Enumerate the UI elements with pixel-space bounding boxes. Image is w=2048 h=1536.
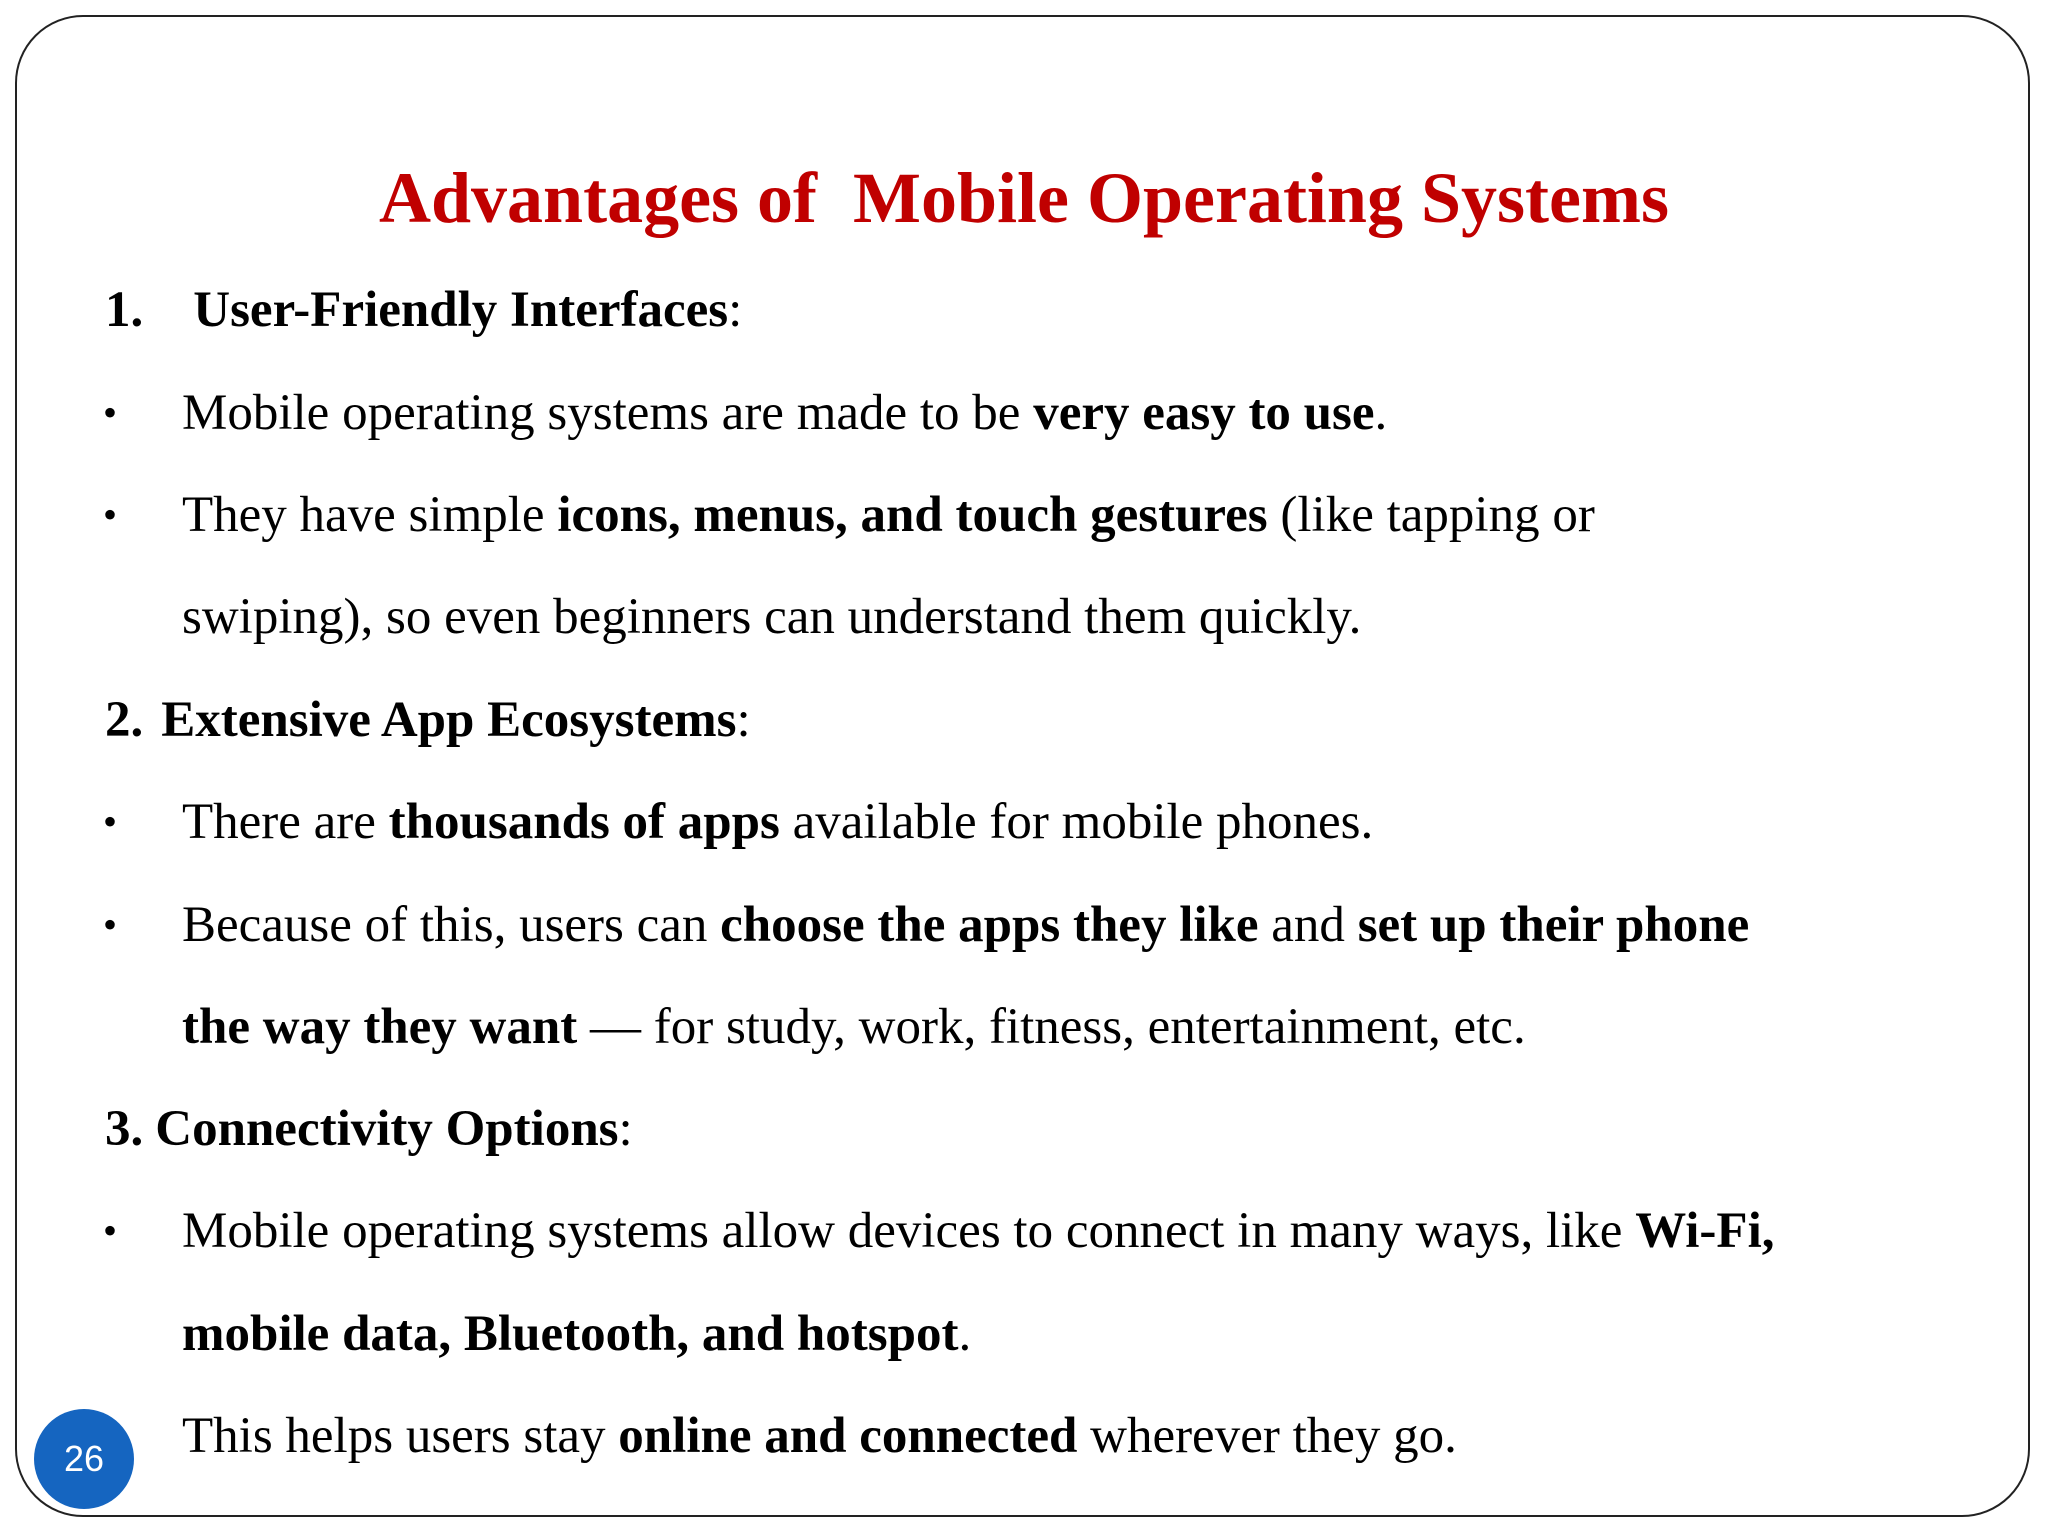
bullet-text: Mobile operating systems are made to be very easy to use. bbox=[182, 385, 1388, 441]
section-colon: : bbox=[728, 282, 743, 338]
section-number: 3. bbox=[105, 1101, 144, 1157]
bullet-text: They have simple icons, menus, and touch gestures (like tapping or bbox=[182, 487, 1595, 543]
section-title: Connectivity Options bbox=[155, 1101, 619, 1157]
bullet-icon: • bbox=[103, 799, 118, 844]
section-heading-2 bbox=[105, 687, 751, 753]
page-number-badge: 26 bbox=[34, 1409, 134, 1509]
bullet-icon: • bbox=[103, 390, 118, 435]
section-heading-3 bbox=[105, 1096, 633, 1162]
bullet-text: Mobile operating systems allow devices to connect in many ways, like Wi-Fi, bbox=[182, 1203, 1775, 1259]
bullet-icon: • bbox=[103, 902, 118, 947]
section-heading-1 bbox=[105, 277, 742, 343]
bullet-text-continued: the way they want — for study, work, fitness, entertainment, etc. bbox=[182, 999, 1526, 1055]
bullet-icon: • bbox=[103, 492, 118, 537]
section-title: User-Friendly Interfaces bbox=[193, 282, 729, 338]
section-title: Extensive App Ecosystems bbox=[161, 692, 737, 748]
section-number: 2. bbox=[105, 692, 144, 748]
section-colon: : bbox=[736, 692, 751, 748]
section-number: 1. bbox=[105, 282, 144, 338]
bullet-icon: • bbox=[103, 1208, 118, 1253]
bullet-text: Because of this, users can choose the apps they like and set up their phone bbox=[182, 897, 1750, 953]
bullet-text-continued: mobile data, Bluetooth, and hotspot. bbox=[182, 1306, 972, 1362]
bullet-text-continued: swiping), so even beginners can understand them quickly. bbox=[182, 589, 1362, 645]
section-colon: : bbox=[618, 1101, 633, 1157]
bullet-text: There are thousands of apps available for mobile phones. bbox=[182, 794, 1374, 850]
bullet-text: This helps users stay online and connected wherever they go. bbox=[182, 1408, 1457, 1464]
slide-title: Advantages of Mobile Operating Systems bbox=[379, 158, 1669, 238]
